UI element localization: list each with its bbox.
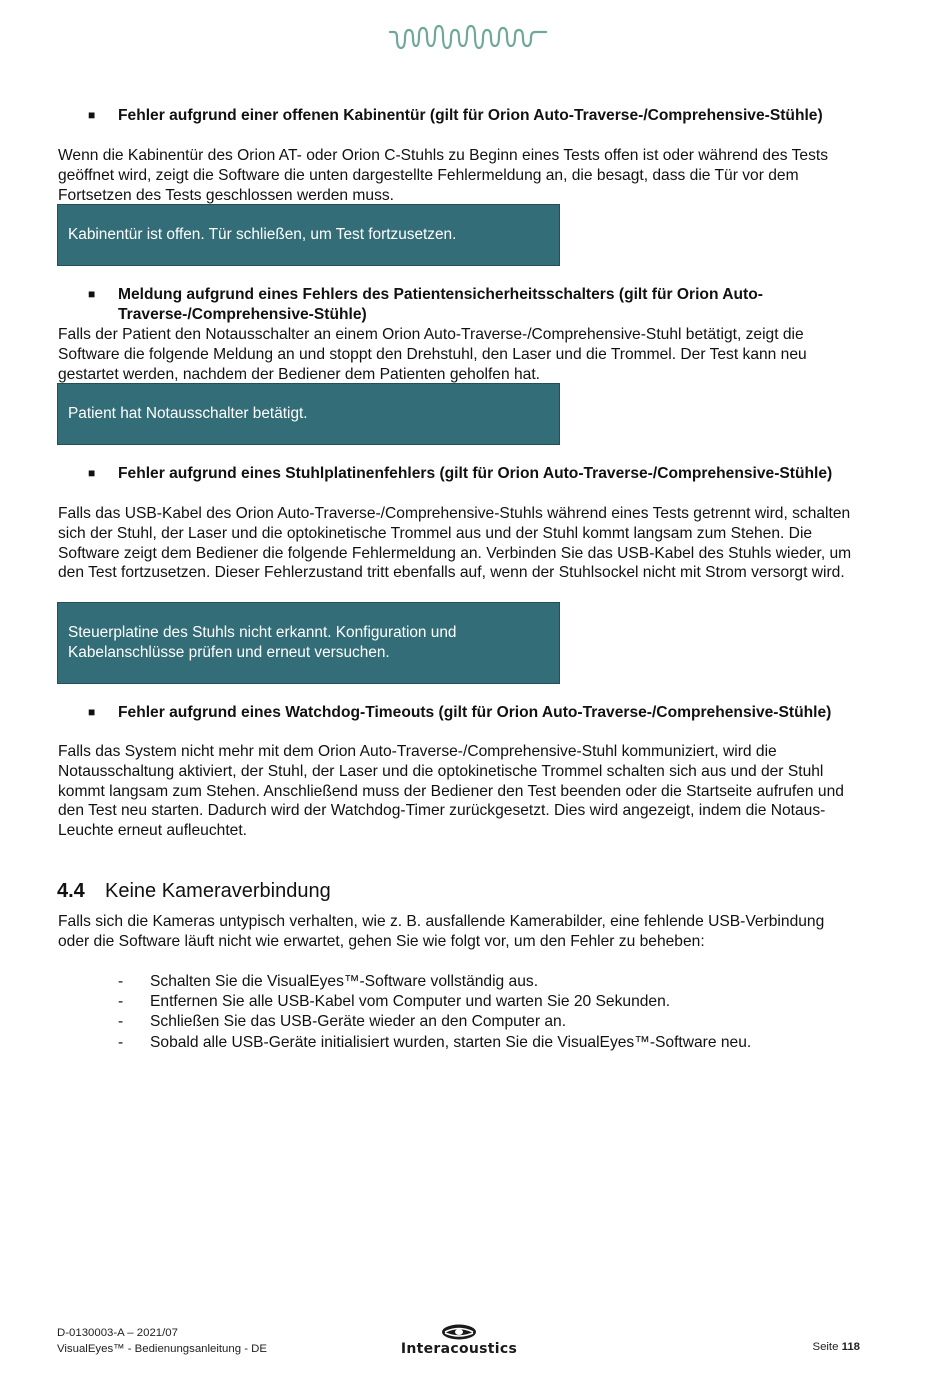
heading-text: Meldung aufgrund eines Fehlers des Patientensicherheitsschalters (gilt für Orion Auto-Traverse-/Comprehensive-Stühle)	[118, 286, 763, 323]
list-item: - Schalten Sie die VisualEyes™-Software vollständig aus.	[118, 973, 539, 990]
bullet-square-icon: ■	[88, 466, 96, 480]
body-paragraph: Falls das System nicht mehr mit dem Orion Auto-Traverse-/Comprehensive-Stuhl kommuniziert, wird die Notausschaltung aktiviert, der Stuhl, der Laser und die optokinetische Trommel schalten sich aus und der Stuhl kommt langsam zum Stehen. Anschließend muss der Bediener den Test beenden oder die Startseite aufrufen und den Test neu starten. Dadurch wird der Watchdog-Timer zurückgesetzt. Dies wird angezeigt, indem die Notaus-Leuchte erneut aufleuchtet.	[58, 743, 844, 840]
error-message-text: Kabelanschlüsse prüfen und erneut versuchen.	[68, 644, 390, 661]
section-heading-cabin-door	[58, 106, 858, 126]
section-heading-watchdog	[58, 703, 858, 723]
page-number	[812, 1341, 860, 1353]
wave-logo-icon	[388, 22, 548, 54]
intro-paragraph: Falls sich die Kameras untypisch verhalten, wie z. B. ausfallende Kamerabilder, eine fehlende USB-Verbindung oder die Software läuft nicht wie erwartet, gehen Sie wie folgt vor, um den Fehler zu beheben:	[58, 913, 825, 950]
brand-wordmark: Interacoustics	[400, 1341, 518, 1357]
error-message-box	[57, 383, 560, 445]
list-item: - Entfernen Sie alle USB-Kabel vom Computer und warten Sie 20 Sekunden.	[118, 993, 671, 1011]
list-item: - Sobald alle USB-Geräte initialisiert wurden, starten Sie die VisualEyes™-Software neu.	[118, 1033, 752, 1051]
bullet-square-icon: ■	[88, 108, 96, 122]
section-number: 4.4	[57, 880, 85, 902]
heading-text: Fehler aufgrund eines Watchdog-Timeouts (gilt für Orion Auto-Traverse-/Comprehensive-Stühle)	[118, 704, 832, 721]
interacoustics-emblem-icon	[441, 1324, 477, 1340]
error-message-box	[57, 602, 560, 684]
page-label: Seite	[812, 1341, 839, 1353]
document-title: VisualEyes™ - Bedienungsanleitung - DE	[57, 1343, 268, 1355]
error-message-text: Steuerplatine des Stuhls nicht erkannt. Konfiguration und	[68, 624, 457, 641]
error-message-text: Kabinentür ist offen. Tür schließen, um Test fortzusetzen.	[68, 226, 457, 243]
heading-text: Fehler aufgrund eines Stuhlplatinenfehlers (gilt für Orion Auto-Traverse-/Comprehensive-Stühle)	[118, 465, 833, 482]
list-item: - Schließen Sie das USB-Geräte wieder an den Computer an.	[118, 1013, 567, 1031]
body-paragraph: Wenn die Kabinentür des Orion AT- oder Orion C-Stuhls zu Beginn eines Tests offen ist oder während des Tests geöffnet wird, zeigt die Software die unten dargestellte Fehlermeldung an, die besagt, dass die Tür vor dem Fortsetzen des Tests geschlossen werden muss.	[58, 147, 829, 204]
document-id: D-0130003-A – 2021/07	[57, 1327, 178, 1339]
page-number-value: 118	[841, 1341, 860, 1353]
section-heading-safety-switch	[58, 285, 858, 324]
steps-list	[118, 972, 751, 1053]
bullet-square-icon: ■	[88, 287, 96, 301]
body-paragraph: Falls der Patient den Notausschalter an einem Orion Auto-Traverse-/Comprehensive-Stuhl betätigt, zeigt die Software die folgende Meldung an und stoppt den Drehstuhl, den Laser und die Trommel. Der Test kann neu gestartet werden, nachdem der Bediener dem Patienten geholfen hat.	[58, 326, 807, 383]
section-heading-chair-board	[58, 464, 858, 484]
error-message-box	[57, 204, 560, 266]
section-title	[57, 880, 331, 903]
section-title-text: Keine Kameraverbindung	[105, 880, 331, 902]
body-paragraph: Falls das USB-Kabel des Orion Auto-Traverse-/Comprehensive-Stuhls während eines Tests getrennt wird, schalten sich der Stuhl, der Laser und die optokinetische Trommel aus und der Stuhl kommt langsam zum Stehen. Die Software zeigt dem Bediener die folgende Fehlermeldung an. Verbinden Sie das USB-Kabel des Stuhls wieder, um den Test fortzusetzen. Dieser Fehlerzustand tritt ebenfalls auf, wenn der Stuhlsockel nicht mit Strom versorgt wird.	[58, 505, 852, 582]
bullet-square-icon: ■	[88, 705, 96, 719]
footer-document-info	[57, 1325, 267, 1357]
heading-text: Fehler aufgrund einer offenen Kabinentür (gilt für Orion Auto-Traverse-/Comprehensive-Stühle)	[118, 107, 823, 124]
interacoustics-logo-icon	[386, 1324, 532, 1358]
error-message-text: Patient hat Notausschalter betätigt.	[68, 405, 308, 422]
